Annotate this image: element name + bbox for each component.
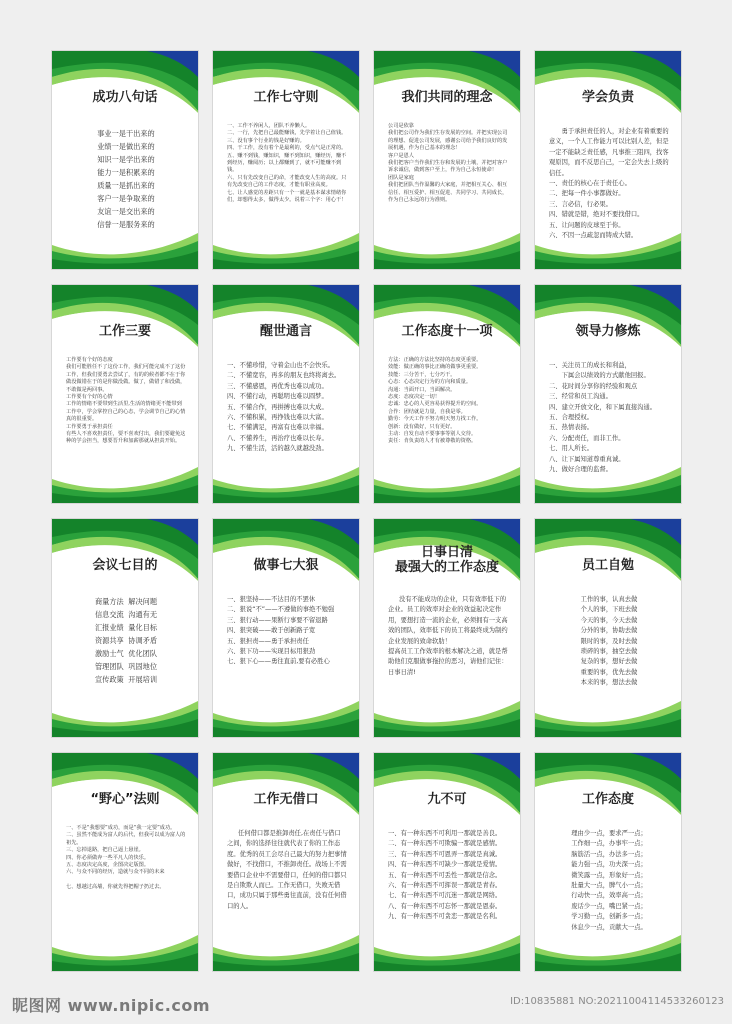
poster-body-text: 公司是依靠 我们把公司作为我们生存发展的空间。并把实现公司的理想、促进公司发展，感谢公司给予我们良好的发展机遇，作为自己基本的理念！ 客户是恩人 我们把客户当作我们生存和发展的土壤，并把对客户诉求诚信，做到客户至上，作为自己永恒使命！ 团队是家庭 我们把团队当作温馨的大家庭，并把相互关心、相互信任、相互爱护、相互促进、共同学习、共同成长，作为自己永远的行为准则。 — [388, 123, 508, 204]
poster-card — [213, 51, 359, 269]
poster-title: 日事日清 最强大的工作态度 — [394, 545, 499, 575]
nipic-logo-watermark: 昵图网 www.nipic.com — [12, 996, 210, 1015]
poster-card — [535, 753, 681, 971]
poster-card — [52, 51, 198, 269]
poster-card — [374, 519, 520, 737]
poster-body-text: 理由少一点，要求严一点； 工作细一点，办事牢一点； 脑筋活一点，办法多一点； 能力强一点，功夫深一点； 微笑露一点，形象好一点； 肚量大一点，脾气小一点； 行动快一点，效率高一点； 废话少一点，嘴巴紧一点； 学习勤一点，创新多一点； 休息少一点，贡献大一点。 — [571, 830, 647, 931]
poster-title: 工作无借口 — [253, 792, 319, 807]
poster-card — [52, 753, 198, 971]
poster-card — [52, 285, 198, 503]
poster-card — [52, 519, 198, 737]
poster-title: 会议七目的 — [92, 558, 158, 573]
poster-title: 九不可 — [427, 792, 467, 807]
poster-card — [535, 519, 681, 737]
poster-title: “野心”法则 — [90, 792, 160, 807]
poster-body-text: 一、关注员工的成长和利益， 下属会以绩效的方式献他回报。 二、花时间分享你的经验和观点 三、经常和员工沟通。 四、建立开放文化，和下属直接沟通。 五、合理授权。 五、热情表扬。 六、分配责任，而非工作。 七、用人所长。 八、让下属知道尊重真诚。 九、做好合理的监督。 — [549, 362, 657, 474]
poster-title: 工作三要 — [98, 324, 151, 339]
poster-body-text: 没有不能成功的企业，只有效率低下的企业。员工的效率对企业的效益起决定作用，要想打造一流的企业，必须拥有一支高效的团队，效率低下的员工将最终成为制约企业发展的致命软肋！ 提高员工工作效率的根本解决之道，就是帮助他们克服做事拖拉的恶习，请他们记住：日事日清! — [388, 596, 508, 676]
poster-body-text: 任何借口都是推卸责任,在责任与借口之间，你的选择往往就代表了你的工作态度。优秀的员工会尽自己最大的努力把事情做好，不找借口，不推卸责任。战场上不需要借口企业中不需要借口，任何的借口都只是自欺欺人而已。工作无借口，失败无借口，成功只属于那些勇往直前，没有任何借口的人。 — [227, 830, 347, 910]
poster-body-text: 一、狠坚持——不达目的不罢休 二、狠说“不”——不遵做的事绝不勉强 三、狠行动——果断行事要不留退路 四、狠突破——敢于创新路子宽 五、狠担责——勇于承担责任 六、狠下功——实现目标用狠劲 七、狠下心——勇往直前,要有必胜心 — [227, 596, 335, 666]
poster-body-text: 方法：正确的方法比坚持的态度更重要。 效能：做正确的事比正确的做事更重要。 技能：三分苦干，七分巧干。 心态：心态决定行为的方向和质量。 沟通：当面开口，当面解决。 态度：态度决定一切！ 忠诚：忠心的人更容易获得提升的空间。 合作：团结就是力量，自我是零。 勤劳：今天工作不努力明天努力找工作。 创新：没有做好，只有更好。 主动：自发自动不要事事等别人交待。 责任：肯负责的人才有被尊敬的资格。 — [388, 357, 482, 445]
poster-card — [213, 753, 359, 971]
poster-body-text: 工作的事，认真去做 个人的事，下班去做 今天的事，今天去做 分外的事，协助去做 限时的事，及时去做 琐碎的事，抽空去做 复杂的事，想好去做 重要的事，优先去做 本来的事，想法去做 — [580, 596, 638, 687]
poster-title: 工作七守则 — [253, 90, 319, 105]
poster-body-text: 工作要有个好的态度 我们可能胜任不了这份工作，我们可能完成不了这份工作，但我们要勇去尝试了，有的的候者都不在于你做没做错在于的是你做没做。做了，做错了和没做，不敢做是两回事。 工作要有个好的心情 工作的情绪不要带到生活里,生活的情绪更不能带到工作中，学会掌控自己的心态，学会调节自己的心情真的很重要。 工作要勇于承担责任 有些人不喜欢担责任，要不喜欢付出，我们要避免这种的学会担当，想要晋升和加薪那就从担责开始。 — [66, 357, 186, 445]
poster-title: 工作态度十一项 — [401, 324, 493, 339]
poster-title: 工作态度 — [581, 792, 634, 807]
poster-body-text: 商量方法 解决问题 信息交流 沟通有无 汇报业绩 量化目标 资源共享 协调矛盾 激励士气 优化团队 管理团队 巩固地位 宣传政策 开展培训 — [94, 597, 158, 684]
poster-body-text: 事业一是干出来的 业绩一是做出来的 知识一是学出来的 能力一是积累来的 质量一是抓出来的 客户一是争取来的 友谊一是交出来的 信誉一是服务来的 — [97, 129, 155, 229]
poster-body-text: 一、有一种东西不可利用一那就是善良。 二、有一种东西不可欺骗一那就是感情。 三、有一种东西不可恩弄一那就是真诚。 四、有一种东西不可缺少一那就是爱情。 五、有一种东西不可丢性一那就是信念。 六、有一种东西不可挥误一那就是青春。 七、有一种东西不可沉迷一那就是网络。 八、有一种东西不可忘怀一那就是恩泰。 九、有一种东西不可贪恋一那就是名利。 — [388, 830, 502, 921]
poster-body-text: 一、工作不养闲人，团队不养懒人。 二、一行，先把自己最能赚钱，先学着让自己值钱。 三、没有事个行业的钱是好赚的。 四、干工作，没有着个是最利的，受点气是正常的。 五、赚不到钱，赚知识，赚不到知识，赚经历，赚不到经历，赚阅历；以上都赚到了，就不可能赚不到钱。 六、只有先改变自己的命，才能改变人生的高度。只有先改变自己的工作态度，才能有职业高度。 七、让人感觉的差距只有一个一就是基本谋求情绪你们，却想得太多，做得太少。说着三个字：用心干！ — [227, 123, 347, 204]
poster-card — [374, 753, 520, 971]
poster-title: 员工自勉 — [581, 558, 634, 573]
poster-card — [535, 51, 681, 269]
poster-title: 领导力修炼 — [575, 324, 641, 339]
poster-card — [535, 285, 681, 503]
poster-card — [213, 285, 359, 503]
poster-title: 醒世通言 — [259, 324, 312, 339]
poster-title: 我们共同的理念 — [401, 90, 493, 105]
poster-title: 做事七大狠 — [253, 558, 319, 573]
poster-body-text: 一、不懂珍惜，守着金山也不会快乐。 二、不懂宽容，再多的朋友也终将离去。 三、不懂感恩，再优秀也难以成功。 四、不懂行动，再聪明也难以圆梦。 五、不懂合作，再拼搏也难以大成。 六、不懂积累，再挣钱也难以大富。 七、不懂满足，再富有也难以幸福。 八、不懂养生，再治疗也难以长寿。 九、不懂生活，活的越久就越没劲。 — [227, 362, 341, 453]
poster-title: 成功八句话 — [92, 90, 158, 105]
poster-card — [213, 519, 359, 737]
poster-card — [374, 51, 520, 269]
poster-card — [374, 285, 520, 503]
poster-body-text: 一、不是“我想要”成功，而是“我一定要”成功。 二、虽然不能成为富人的后代，但我可以成为富人的祖先。 三、忘掉退路，把自己逼上悬崖。 四、你必须做奔一些平凡人的快乐。 五、态度决定高度，企图决定版图。 六、与众不同的经历，造就与众不同的未来 七、想越过高墙，你就先得把帽子扔过去。 — [66, 825, 186, 891]
image-id-watermark: ID:10835881 NO:20211004114533260123 — [510, 996, 724, 1007]
poster-title: 学会负责 — [581, 90, 634, 105]
poster-body-text: 勇于承担责任的人，对企业有着重要的意义，一个人工作能力可以比别人差，但是一定不能缺乏责任感，凡事推三阻四，找客观原因，而不反思自己，一定会失去上级的信任。 一、责任的核心在于责任心。 二、把每一件小事都做好。 三、言必信，行必果。 四、错就是错，绝对不要找借口。 五、让问题的皮球至于你。 六、不因一点疏忽而铸成大错。 — [549, 128, 669, 240]
